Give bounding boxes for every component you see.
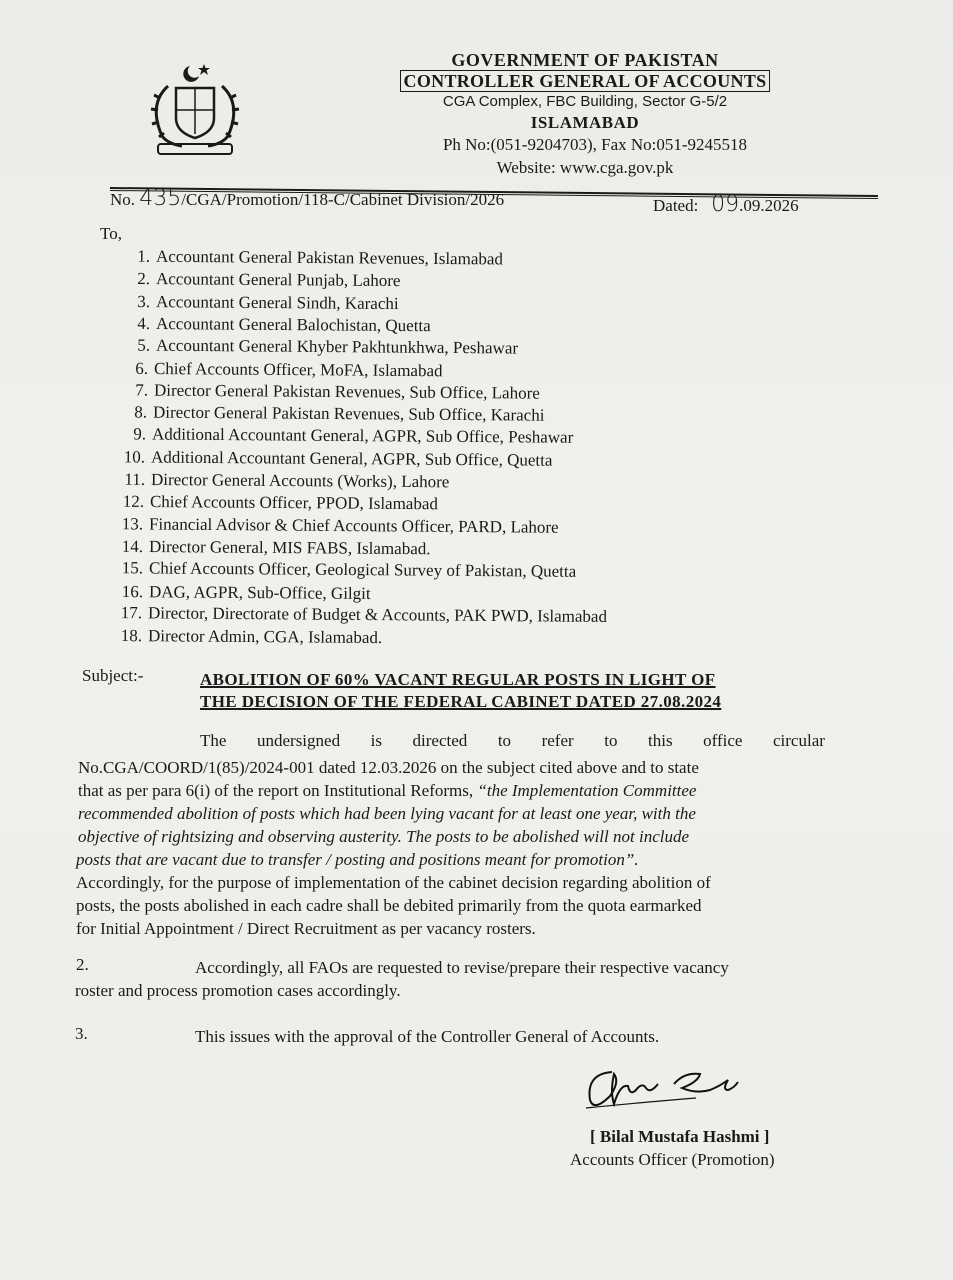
recipient-item bbox=[115, 514, 559, 537]
para1-line-2: No.CGA/COORD/1(85)/2024-001 dated 12.03.2026 on the subject cited above and to state bbox=[78, 758, 699, 777]
para1-line-1-word: is bbox=[370, 731, 382, 750]
dated-label: Dated: bbox=[653, 196, 699, 215]
recipient-item bbox=[122, 269, 401, 291]
para1-line-1-word: directed bbox=[412, 731, 468, 750]
recipient-number: 2. bbox=[137, 269, 151, 289]
subject-line-2: THE DECISION OF THE FEDERAL CABINET DATED 27.08.2024 bbox=[200, 692, 722, 711]
recipient-item bbox=[120, 358, 443, 381]
para1-line-1-word: this bbox=[648, 731, 673, 750]
recipient-number: 5. bbox=[137, 335, 151, 355]
recipient-text: Director, Directorate of Budget & Accounts, PAK PWD, Islamabad bbox=[147, 603, 608, 626]
recipient-item bbox=[122, 336, 518, 359]
recipient-item bbox=[114, 626, 382, 648]
para1-line-1 bbox=[200, 731, 825, 751]
recipient-text: Accountant General Sindh, Karachi bbox=[155, 291, 399, 313]
recipient-number: 6. bbox=[135, 358, 149, 378]
recipient-text: Chief Accounts Officer, Geological Survey of Pakistan, Quetta bbox=[148, 558, 577, 581]
recipient-item bbox=[122, 292, 399, 314]
recipient-item bbox=[117, 447, 553, 470]
recipient-item bbox=[116, 492, 438, 515]
recipient-number: 3. bbox=[137, 291, 151, 311]
to-label: To, bbox=[100, 224, 122, 243]
para1-line-6: posts that are vacant due to transfer / posting and positions meant for promotion”. bbox=[76, 850, 639, 869]
recipient-text: DAG, AGPR, Sub-Office, Gilgit bbox=[148, 581, 371, 603]
recipient-item bbox=[120, 380, 540, 403]
recipient-item bbox=[114, 603, 607, 627]
reference-suffix: /CGA/Promotion/118-C/Cabinet Division/2026 bbox=[181, 190, 505, 209]
recipient-number: 8. bbox=[134, 402, 148, 422]
recipient-text: Chief Accounts Officer, PPOD, Islamabad bbox=[149, 492, 439, 514]
header-phone-fax: Ph No:(051-9204703), Fax No:051-9245518 bbox=[442, 135, 748, 154]
recipient-text: Additional Accountant General, AGPR, Sub Office, Quetta bbox=[150, 447, 553, 470]
recipient-number: 14. bbox=[121, 536, 144, 556]
para1-line-4: recommended abolition of posts which had been lying vacant for at least one year, with the bbox=[78, 804, 696, 823]
para2-number: 2. bbox=[76, 955, 89, 974]
recipient-text: Chief Accounts Officer, MoFA, Islamabad bbox=[153, 358, 443, 380]
reference-prefix: No. bbox=[110, 190, 136, 209]
recipient-number: 10. bbox=[123, 447, 146, 467]
header-government: GOVERNMENT OF PAKISTAN bbox=[451, 50, 719, 70]
recipient-number: 11. bbox=[124, 469, 146, 489]
recipient-item bbox=[118, 425, 573, 449]
recipient-item bbox=[119, 402, 545, 425]
recipient-item bbox=[117, 470, 450, 493]
para1-line-3-quote: “the Implementation Committee bbox=[477, 781, 697, 800]
para1-line-1-word: to bbox=[497, 731, 512, 750]
recipient-text: Accountant General Khyber Pakhtunkhwa, Peshawar bbox=[155, 335, 519, 358]
para1-line-8: posts, the posts abolished in each cadre shall be debited primarily from the quota earmarked bbox=[76, 896, 702, 915]
para1-line-7: Accordingly, for the purpose of implementation of the cabinet decision regarding abolition of bbox=[76, 873, 711, 892]
subject-label: Subject:- bbox=[82, 666, 144, 685]
dated-month-year: .09.2026 bbox=[739, 196, 799, 215]
recipient-text: Accountant General Balochistan, Quetta bbox=[155, 313, 431, 336]
reference-handwritten-number: 435 bbox=[139, 186, 182, 211]
recipient-text: Director General Pakistan Revenues, Sub Office, Lahore bbox=[153, 380, 540, 403]
para1-line-1-word: undersigned bbox=[256, 731, 341, 750]
signature-icon bbox=[582, 1062, 742, 1122]
recipient-number: 18. bbox=[120, 626, 143, 646]
recipient-text: Director General Accounts (Works), Lahore bbox=[150, 469, 450, 492]
header-website: Website: www.cga.gov.pk bbox=[496, 158, 674, 177]
para1-line-5: objective of rightsizing and observing austerity. The posts to be abolished will not include bbox=[78, 827, 690, 846]
letter-date bbox=[653, 192, 799, 217]
recipient-item bbox=[115, 581, 371, 603]
para3-number: 3. bbox=[75, 1024, 88, 1043]
recipient-number: 17. bbox=[120, 602, 143, 623]
para1-line-1-word: circular bbox=[773, 731, 825, 750]
recipient-text: Accountant General Punjab, Lahore bbox=[155, 269, 401, 291]
para1-line-1-word: The bbox=[200, 731, 227, 750]
para1-line-1-word: refer bbox=[541, 731, 574, 750]
para1-line-3 bbox=[78, 781, 696, 801]
recipient-text: Director General, MIS FABS, Islamabad. bbox=[148, 536, 431, 559]
para1-line-1-word: office bbox=[703, 731, 743, 750]
para2-line-1: Accordingly, all FAOs are requested to revise/prepare their respective vacancy bbox=[195, 958, 729, 977]
recipient-number: 15. bbox=[121, 558, 144, 578]
para1-line-1-word: to bbox=[604, 731, 618, 750]
header-city: ISLAMABAD bbox=[530, 113, 640, 132]
recipient-item bbox=[115, 537, 431, 559]
recipient-item bbox=[122, 314, 431, 336]
para3-text: This issues with the approval of the Controller General of Accounts. bbox=[195, 1027, 660, 1046]
header-office-text: CONTROLLER GENERAL OF ACCOUNTS bbox=[400, 70, 771, 92]
recipient-number: 16. bbox=[121, 581, 144, 601]
dated-handwritten-day: 09 bbox=[711, 192, 740, 217]
recipient-item bbox=[115, 558, 576, 582]
recipient-number: 4. bbox=[137, 313, 151, 333]
recipient-number: 13. bbox=[121, 513, 144, 534]
recipient-text: Additional Accountant General, AGPR, Sub Office, Peshawar bbox=[151, 424, 574, 448]
header-office bbox=[395, 71, 775, 92]
recipient-number: 1. bbox=[137, 246, 151, 266]
recipient-text: Director Admin, CGA, Islamabad. bbox=[147, 626, 383, 648]
signatory-title: Accounts Officer (Promotion) bbox=[570, 1150, 775, 1169]
reference-number bbox=[110, 186, 504, 211]
state-emblem-icon bbox=[138, 58, 248, 158]
recipient-number: 12. bbox=[122, 492, 145, 512]
recipient-text: Accountant General Pakistan Revenues, Islamabad bbox=[155, 246, 504, 269]
recipient-text: Director General Pakistan Revenues, Sub Office, Karachi bbox=[152, 402, 545, 425]
signatory-name: [ Bilal Mustafa Hashmi ] bbox=[590, 1127, 770, 1146]
recipient-item bbox=[122, 247, 503, 270]
para1-line-3-plain: that as per para 6(i) of the report on Institutional Reforms, bbox=[78, 781, 474, 800]
recipient-text: Financial Advisor & Chief Accounts Officer, PARD, Lahore bbox=[148, 514, 559, 537]
para1-line-9: for Initial Appointment / Direct Recruitment as per vacancy rosters. bbox=[76, 919, 536, 938]
subject-line-1: ABOLITION OF 60% VACANT REGULAR POSTS IN LIGHT OF bbox=[200, 670, 716, 689]
recipient-number: 7. bbox=[135, 380, 149, 400]
recipient-number: 9. bbox=[133, 424, 147, 444]
header-address: CGA Complex, FBC Building, Sector G-5/2 bbox=[442, 93, 728, 110]
para2-line-2: roster and process promotion cases accordingly. bbox=[75, 981, 401, 1000]
